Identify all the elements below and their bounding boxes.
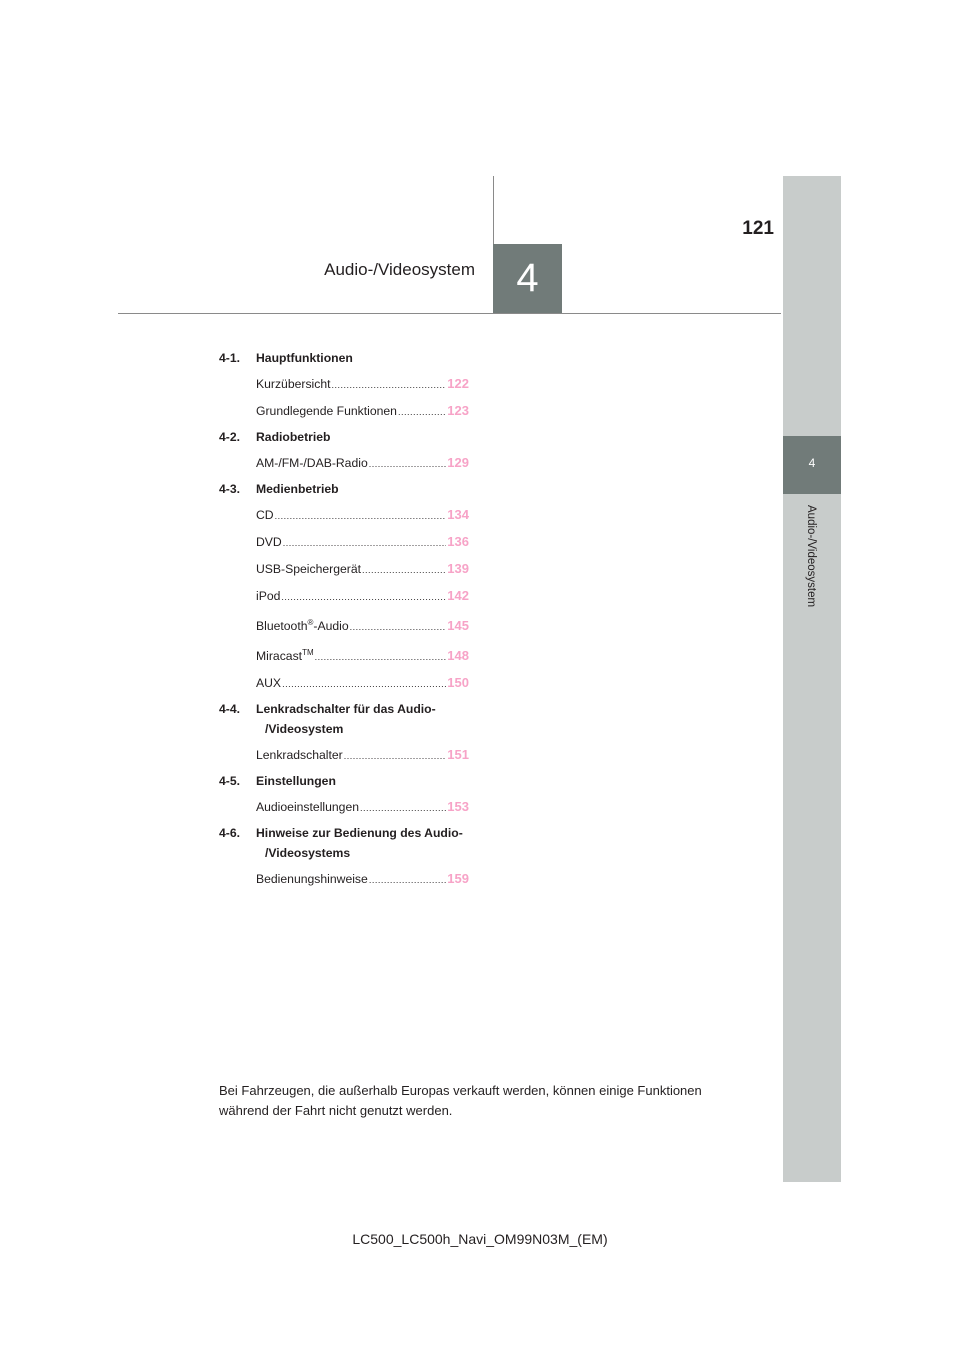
toc-page-link[interactable]: 148 xyxy=(447,648,469,664)
toc-entry[interactable] xyxy=(219,742,469,769)
toc-section-number: 4-5. xyxy=(219,774,241,789)
document-code: LC500_LC500h_Navi_OM99N03M_(EM) xyxy=(352,1231,608,1247)
toc-page-link[interactable]: 142 xyxy=(447,588,469,603)
toc-leader-dots xyxy=(332,373,447,398)
toc-entry[interactable] xyxy=(219,670,469,697)
toc-leader-dots xyxy=(360,796,446,821)
region-note-line-1: Bei Fahrzeugen, die außerhalb Europas verkauft werden, können einige Funktionen xyxy=(219,1083,702,1098)
toc-entry-label: DVD xyxy=(256,535,282,549)
toc-entry-label: CD xyxy=(256,508,274,522)
toc-section-heading xyxy=(219,697,469,722)
toc-entry[interactable] xyxy=(219,794,469,821)
toc-entry-trademark: ® xyxy=(307,618,314,627)
region-note xyxy=(219,1081,759,1121)
toc-leader-dots xyxy=(315,645,447,670)
toc-entry[interactable] xyxy=(219,502,469,529)
toc-section-title-continued: /Videosystem xyxy=(265,722,344,737)
toc-section-title: Einstellungen xyxy=(256,774,336,789)
toc-leader-dots xyxy=(369,452,447,477)
toc-entry[interactable] xyxy=(219,556,469,583)
toc-section-title: Hinweise zur Bedienung des Audio- xyxy=(256,826,463,841)
toc-entry-label: Bluetooth®-Audio xyxy=(256,618,349,634)
toc-page-link[interactable]: 151 xyxy=(447,747,469,763)
side-tab-label-wrap xyxy=(797,505,827,645)
table-of-contents xyxy=(219,346,469,893)
toc-page-link[interactable]: 159 xyxy=(447,871,469,887)
toc-leader-dots xyxy=(350,615,447,640)
toc-section-title: Hauptfunktionen xyxy=(256,351,353,365)
toc-entry-label: Miracast™ xyxy=(256,648,314,664)
toc-page-link[interactable]: 129 xyxy=(447,455,469,470)
toc-leader-dots xyxy=(282,672,446,697)
side-tab-band xyxy=(783,176,841,1182)
region-note-line-2: während der Fahrt nicht genutzt werden. xyxy=(219,1103,453,1118)
toc-entry-label: AUX xyxy=(256,676,282,691)
section-title: Audio-/Videosystem xyxy=(324,260,475,279)
toc-page-link[interactable]: 150 xyxy=(447,675,469,691)
toc-entry[interactable] xyxy=(219,866,469,893)
toc-entry[interactable] xyxy=(219,371,469,398)
header-rule xyxy=(118,313,781,314)
toc-page-link[interactable]: 145 xyxy=(447,618,469,634)
toc-entry-label: Bedienungshinweise xyxy=(256,872,368,887)
page-number: 121 xyxy=(742,218,774,239)
side-tab-label: Audio-/Videosystem xyxy=(805,505,817,608)
toc-entry-label: Audioeinstellungen xyxy=(256,800,359,815)
toc-leader-dots xyxy=(362,558,446,583)
toc-entry-label: USB-Speichergerät xyxy=(256,562,361,576)
toc-section-title-continued: /Videosystems xyxy=(265,846,351,861)
toc-leader-dots xyxy=(344,744,447,769)
toc-section-number: 4-1. xyxy=(219,351,241,365)
toc-entry[interactable] xyxy=(219,610,469,640)
toc-page-link[interactable]: 136 xyxy=(447,534,469,549)
toc-leader-dots xyxy=(398,400,446,425)
toc-entry-label: Lenkradschalter xyxy=(256,748,343,763)
toc-page-link[interactable]: 153 xyxy=(447,799,469,815)
toc-section-title: Radiobetrieb xyxy=(256,430,331,444)
toc-page-link[interactable]: 134 xyxy=(447,507,469,522)
toc-page-link[interactable]: 122 xyxy=(447,376,469,391)
toc-section-number: 4-2. xyxy=(219,430,241,444)
toc-entry-label: AM-/FM-/DAB-Radio xyxy=(256,456,368,470)
toc-entry[interactable] xyxy=(219,583,469,610)
toc-page-link[interactable]: 139 xyxy=(447,561,469,576)
toc-section-number: 4-3. xyxy=(219,482,241,496)
side-tab-number: 4 xyxy=(808,456,816,470)
toc-leader-dots xyxy=(369,868,446,893)
toc-page-link[interactable]: 123 xyxy=(447,403,469,418)
toc-section-heading xyxy=(219,346,469,371)
toc-leader-dots xyxy=(275,504,447,529)
toc-leader-dots xyxy=(283,531,447,556)
toc-entry[interactable] xyxy=(219,529,469,556)
chapter-number: 4 xyxy=(516,256,539,300)
toc-entry-label: iPod xyxy=(256,589,281,603)
toc-entry[interactable] xyxy=(219,398,469,425)
header-vertical-rule xyxy=(493,176,494,244)
toc-entry[interactable] xyxy=(219,640,469,670)
toc-section-number: 4-6. xyxy=(219,826,241,841)
toc-entry-label: Kurzübersicht xyxy=(256,377,331,391)
toc-section-heading xyxy=(219,425,469,450)
toc-section-heading xyxy=(219,769,469,794)
toc-entry-label: Grundlegende Funktionen xyxy=(256,404,397,418)
toc-leader-dots xyxy=(281,585,446,610)
toc-section-number: 4-4. xyxy=(219,702,241,717)
toc-section-title: Lenkradschalter für das Audio- xyxy=(256,702,436,717)
toc-entry[interactable] xyxy=(219,450,469,477)
toc-section-heading xyxy=(219,477,469,502)
toc-section-title: Medienbetrieb xyxy=(256,482,339,496)
toc-entry-trademark: TM xyxy=(302,648,314,658)
